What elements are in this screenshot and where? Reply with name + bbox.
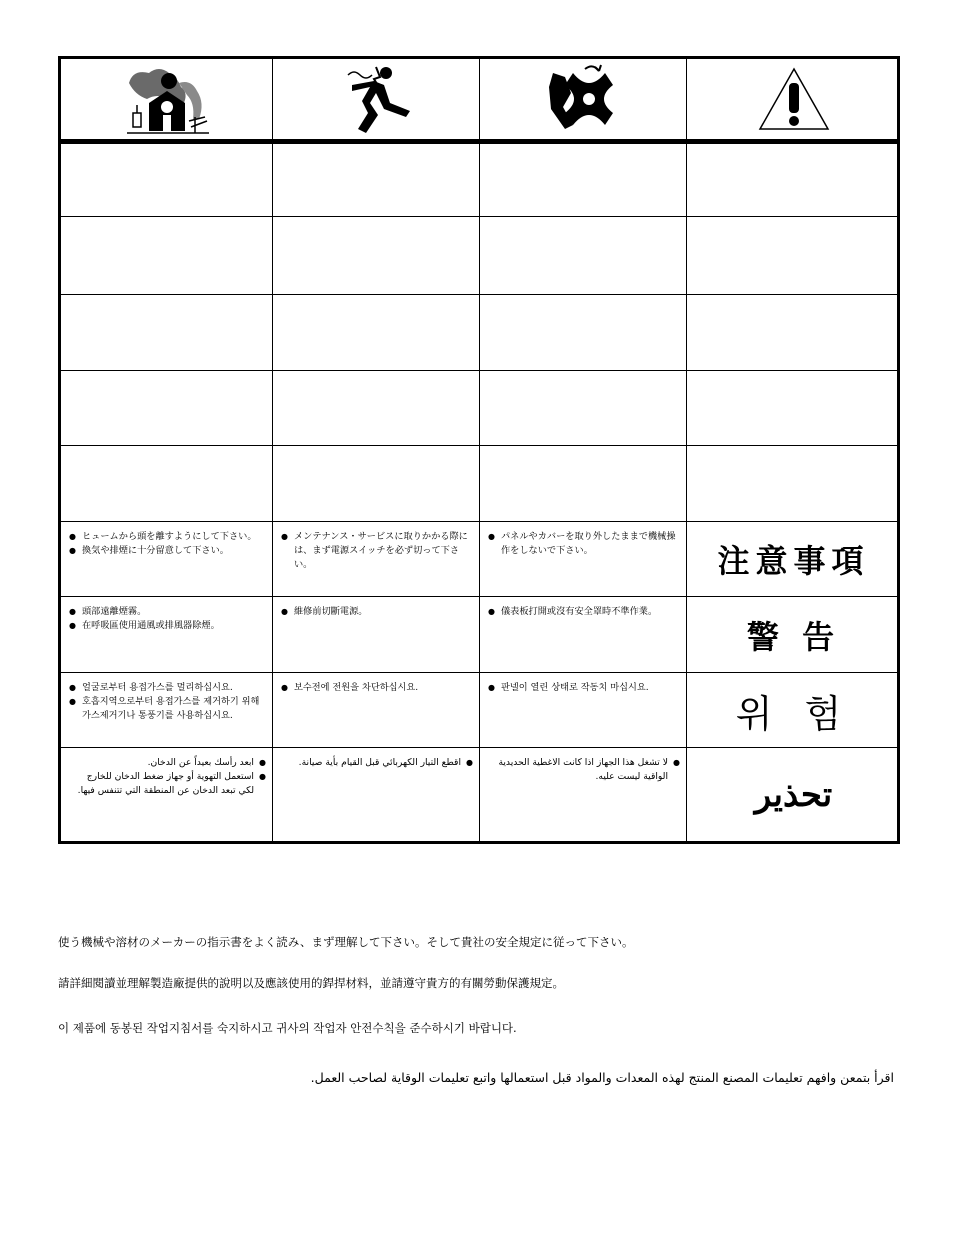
list-item: ● 보수전에 전원을 차단하십시요. xyxy=(281,681,473,695)
heading-chinese: 警 告 xyxy=(686,597,900,672)
warning-triangle-icon xyxy=(758,65,830,133)
icon-row xyxy=(61,59,897,143)
footer-japanese: 使う機械や溶材のメーカーの指示書をよく読み、まず理解して下さい。そして貴社の安全規定に従って下さい。 xyxy=(58,935,634,949)
list-item: ● メンテナンス・サービスに取りかかる際には、まず電源スイッチを必ず切って下さい。 xyxy=(281,530,473,572)
list-item: ● 在呼吸區使用通風或排風器除煙。 xyxy=(69,619,266,633)
list-item: ● 維修前切斷電源。 xyxy=(281,605,473,619)
safety-table xyxy=(58,56,900,844)
footer-chinese: 請詳細閱讀並理解製造廠提供的說明以及應該使用的銲捍材料，並請遵守貴方的有關勞動保護規定。 xyxy=(58,976,564,990)
list-item: ● 판넬이 열린 상태로 작동치 마십시요. xyxy=(488,681,680,695)
heading-arabic: تحذير xyxy=(686,748,900,841)
list-item: ● パネルやカバーを取り外したままで機械操作をしないで下さい。 xyxy=(488,530,680,558)
list-item: ● 얼굴로부터 용접가스를 멀리하십시요. xyxy=(69,681,266,695)
heading-japanese: 注意事項 xyxy=(686,522,900,596)
list-item: ● 頭部遠離煙霧。 xyxy=(69,605,266,619)
list-item: ● 호흡지역으로부터 용접가스를 제거하기 위해 가스제거기나 통풍기를 사용하십시요. xyxy=(69,695,266,723)
list-item: ● ابعد رأسك بعيداً عن الدخان. xyxy=(69,756,266,770)
empty-row xyxy=(61,445,897,521)
empty-row xyxy=(61,294,897,370)
fume-hazard-icon xyxy=(119,63,215,135)
row-japanese xyxy=(61,521,897,596)
empty-row xyxy=(61,370,897,445)
footer-korean: 이 제품에 동봉된 작업지침서를 숙지하시고 귀사의 작업자 안전수칙을 준수하시기 바랍니다. xyxy=(58,1021,517,1035)
row-chinese xyxy=(61,596,897,672)
list-item: ● لا تشغل هذا الجهاز اذا كانت الاغطية الحديدية الواقية ليست عليه. xyxy=(488,756,680,784)
empty-row xyxy=(61,143,897,216)
list-item: ● اقطع التيار الكهربائي قبل القيام بأية صيانة. xyxy=(281,756,473,770)
empty-row xyxy=(61,216,897,294)
list-item: ● 換気や排煙に十分留意して下さい。 xyxy=(69,544,266,558)
fume-cell xyxy=(61,59,272,139)
list-item: ● ヒュームから頭を離すようにして下さい。 xyxy=(69,530,266,544)
heading-korean: 위 험 xyxy=(686,673,900,747)
warning-cell xyxy=(686,59,900,139)
moving-parts-hand-icon xyxy=(543,63,623,135)
electric-shock-icon xyxy=(336,63,416,135)
row-arabic xyxy=(61,747,897,841)
row-korean xyxy=(61,672,897,747)
shock-cell xyxy=(272,59,479,139)
moving-parts-cell xyxy=(479,59,686,139)
list-item: ● استعمل التهوية أو جهاز ضغط الدخان للخارج لكي تبعد الدخان عن المنطقة التي تتنفس فيها. xyxy=(69,770,266,798)
list-item: ● 儀表板打開或沒有安全罩時不準作業。 xyxy=(488,605,680,619)
footer-arabic: اقرأ بتمعن وافهم تعليمات المصنع المنتج لهذه المعدات والمواد قبل استعمالها واتبع تعليمات الوقاية لصاحب العمل. xyxy=(310,1070,894,1085)
